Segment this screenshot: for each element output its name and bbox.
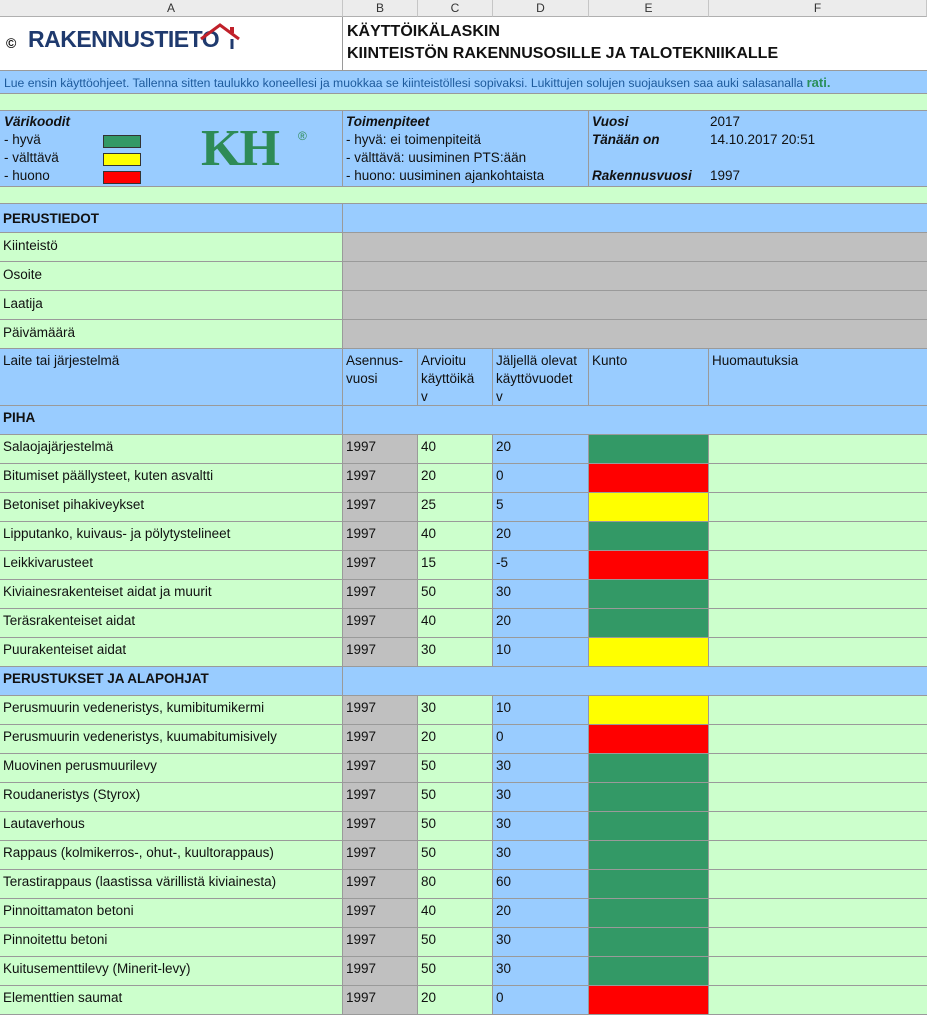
table-row: [0, 928, 927, 957]
header-life-line-3: v: [421, 389, 428, 404]
basic-info-label[interactable]: Osoite: [0, 262, 343, 291]
condition-cell-good[interactable]: [589, 841, 709, 870]
remaining-years-cell[interactable]: -5: [493, 551, 589, 580]
header-estimated-life[interactable]: [418, 349, 493, 406]
table-row: [0, 464, 927, 493]
basic-info-title-fill[interactable]: [343, 204, 927, 233]
notes-cell[interactable]: [709, 522, 927, 551]
install-year-cell[interactable]: 1997: [343, 899, 418, 928]
copyright-symbol: ©: [6, 35, 17, 51]
rakennustieto-logo: RAKENNUSTIETO: [28, 26, 220, 52]
install-year-cell[interactable]: 1997: [343, 957, 418, 986]
section-header-row: [0, 406, 927, 435]
basic-info-label[interactable]: Päivämäärä: [0, 320, 343, 349]
year-value[interactable]: 2017: [710, 114, 741, 129]
header-install-year[interactable]: [343, 349, 418, 406]
notes-cell[interactable]: [709, 957, 927, 986]
legend-poor: [4, 167, 338, 185]
estimated-life-cell[interactable]: 50: [418, 754, 493, 783]
header-remain-line-1: Jäljellä olevat: [496, 353, 578, 368]
estimated-life-cell[interactable]: 20: [418, 464, 493, 493]
section-title[interactable]: PERUSTUKSET JA ALAPOHJAT: [0, 667, 343, 696]
install-year-cell[interactable]: 1997: [343, 754, 418, 783]
estimated-life-cell[interactable]: 50: [418, 928, 493, 957]
remaining-years-cell[interactable]: 30: [493, 812, 589, 841]
basic-info-input[interactable]: [343, 233, 927, 262]
notes-cell[interactable]: [709, 638, 927, 667]
legend-good: [4, 131, 338, 149]
actions-legend[interactable]: [343, 111, 589, 187]
install-year-cell[interactable]: 1997: [343, 696, 418, 725]
condition-cell-poor[interactable]: [589, 725, 709, 754]
estimated-life-cell[interactable]: 40: [418, 435, 493, 464]
condition-cell-good[interactable]: [589, 580, 709, 609]
item-name-cell[interactable]: Pinnoitettu betoni: [0, 928, 343, 957]
build-year-value[interactable]: 1997: [710, 168, 741, 183]
condition-cell-good[interactable]: [589, 870, 709, 899]
instructions-row: [0, 71, 927, 94]
condition-cell-good[interactable]: [589, 435, 709, 464]
table-row: [0, 725, 927, 754]
table-row: [0, 638, 927, 667]
remaining-years-cell[interactable]: 30: [493, 580, 589, 609]
title-line-2: KIINTEISTÖN RAKENNUSOSILLE JA TALOTEKNIIKALLE: [347, 45, 779, 62]
remaining-years-cell[interactable]: 20: [493, 435, 589, 464]
item-name-cell[interactable]: Betoniset pihakiveykset: [0, 493, 343, 522]
notes-cell[interactable]: [709, 464, 927, 493]
condition-cell-good[interactable]: [589, 812, 709, 841]
remaining-years-cell[interactable]: 10: [493, 638, 589, 667]
condition-cell-fair[interactable]: [589, 696, 709, 725]
column-header-e[interactable]: E: [589, 0, 709, 17]
notes-cell[interactable]: [709, 870, 927, 899]
year-info[interactable]: [589, 111, 927, 187]
header-remaining-years[interactable]: [493, 349, 589, 406]
install-year-cell[interactable]: 1997: [343, 870, 418, 899]
item-name-cell[interactable]: Lipputanko, kuivaus- ja pölytystelineet: [0, 522, 343, 551]
notes-cell[interactable]: [709, 725, 927, 754]
estimated-life-cell[interactable]: 20: [418, 986, 493, 1015]
basic-info-row: [0, 262, 927, 291]
basic-info-header-row: [0, 204, 927, 233]
title-cell[interactable]: [343, 17, 927, 71]
remaining-years-cell[interactable]: 30: [493, 754, 589, 783]
item-name-cell[interactable]: Terastirappaus (laastissa värillistä kiviainesta): [0, 870, 343, 899]
item-name-cell[interactable]: Bitumiset päällysteet, kuten asvaltti: [0, 464, 343, 493]
basic-info-row: [0, 291, 927, 320]
estimated-life-cell[interactable]: 40: [418, 522, 493, 551]
item-name-cell[interactable]: Puurakenteiset aidat: [0, 638, 343, 667]
legend-good-swatch: [103, 135, 141, 148]
install-year-cell[interactable]: 1997: [343, 522, 418, 551]
condition-cell-fair[interactable]: [589, 638, 709, 667]
estimated-life-cell[interactable]: 25: [418, 493, 493, 522]
header-condition[interactable]: Kunto: [589, 349, 709, 406]
build-year-label: Rakennusvuosi: [592, 168, 692, 183]
remaining-years-cell[interactable]: 60: [493, 870, 589, 899]
table-row: [0, 696, 927, 725]
table-row: [0, 841, 927, 870]
action-good: - hyvä: ei toimenpiteitä: [346, 132, 482, 147]
estimated-life-cell[interactable]: 30: [418, 638, 493, 667]
actions-title: Toimenpiteet: [346, 114, 430, 129]
header-life-line-1: Arvioitu: [421, 353, 467, 368]
estimated-life-cell[interactable]: 50: [418, 957, 493, 986]
title-line-1: KÄYTTÖIKÄLASKIN: [347, 23, 500, 40]
item-name-cell[interactable]: Kiviainesrakenteiset aidat ja muurit: [0, 580, 343, 609]
table-row: [0, 580, 927, 609]
table-row: [0, 783, 927, 812]
install-year-cell[interactable]: 1997: [343, 928, 418, 957]
table-row: [0, 493, 927, 522]
remaining-years-cell[interactable]: 20: [493, 899, 589, 928]
condition-cell-poor[interactable]: [589, 986, 709, 1015]
legend-poor-label: - huono: [4, 168, 50, 183]
item-name-cell[interactable]: Perusmuurin vedeneristys, kumibitumikermi: [0, 696, 343, 725]
legend-fair-swatch: [103, 153, 141, 166]
remaining-years-cell[interactable]: 30: [493, 928, 589, 957]
install-year-cell[interactable]: 1997: [343, 493, 418, 522]
kh-logo: KH: [201, 120, 278, 177]
action-poor: - huono: uusiminen ajankohtaista: [346, 168, 545, 183]
column-header-d[interactable]: D: [493, 0, 589, 17]
notes-cell[interactable]: [709, 754, 927, 783]
table-row: [0, 551, 927, 580]
basic-info-row: [0, 233, 927, 262]
section-title-fill[interactable]: [343, 406, 927, 435]
install-year-cell[interactable]: 1997: [343, 783, 418, 812]
notes-cell[interactable]: [709, 435, 927, 464]
item-name-cell[interactable]: Kuitusementtilevy (Minerit-levy): [0, 957, 343, 986]
section-title-fill[interactable]: [343, 667, 927, 696]
install-year-cell[interactable]: 1997: [343, 986, 418, 1015]
basic-info-input[interactable]: [343, 291, 927, 320]
password-text: rati.: [806, 75, 831, 90]
header-life-line-2: käyttöikä: [421, 371, 475, 386]
item-name-cell[interactable]: Teräsrakenteiset aidat: [0, 609, 343, 638]
estimated-life-cell[interactable]: 20: [418, 725, 493, 754]
estimated-life-cell[interactable]: 40: [418, 609, 493, 638]
notes-cell[interactable]: [709, 493, 927, 522]
today-label: Tänään on: [592, 132, 660, 147]
condition-cell-good[interactable]: [589, 899, 709, 928]
estimated-life-cell[interactable]: 15: [418, 551, 493, 580]
legend-good-label: - hyvä: [4, 132, 41, 147]
table-row: [0, 986, 927, 1015]
condition-cell-good[interactable]: [589, 783, 709, 812]
legend-fair: [4, 149, 338, 167]
instructions-text: Lue ensin käyttöohjeet. Tallenna sitten taulukko koneellesi ja muokkaa se kiinteistöllesi sopivaksi. Lukittujen solujen suojauksen saa auki salasanalla: [4, 76, 804, 90]
table-row: [0, 812, 927, 841]
basic-info-input[interactable]: [343, 262, 927, 291]
instructions-cell[interactable]: [0, 71, 927, 94]
header-notes[interactable]: Huomautuksia: [709, 349, 927, 406]
item-name-cell[interactable]: Lautaverhous: [0, 812, 343, 841]
install-year-cell[interactable]: 1997: [343, 638, 418, 667]
column-header-c[interactable]: C: [418, 0, 493, 17]
notes-cell[interactable]: [709, 580, 927, 609]
condition-cell-good[interactable]: [589, 928, 709, 957]
header-install-line-2: vuosi: [346, 371, 378, 386]
basic-info-row: [0, 320, 927, 349]
estimated-life-cell[interactable]: 50: [418, 812, 493, 841]
remaining-years-cell[interactable]: 0: [493, 725, 589, 754]
legend-row: [0, 111, 927, 187]
spacer-cell-2[interactable]: [0, 187, 927, 204]
remaining-years-cell[interactable]: 0: [493, 986, 589, 1015]
column-header-b[interactable]: B: [343, 0, 418, 17]
notes-cell[interactable]: [709, 696, 927, 725]
condition-cell-good[interactable]: [589, 754, 709, 783]
condition-cell-good[interactable]: [589, 522, 709, 551]
item-name-cell[interactable]: Salaojajärjestelmä: [0, 435, 343, 464]
column-header-f[interactable]: F: [709, 0, 927, 17]
spacer-row: [0, 94, 927, 111]
today-value[interactable]: 14.10.2017 20:51: [710, 132, 816, 147]
remaining-years-cell[interactable]: 30: [493, 783, 589, 812]
item-name-cell[interactable]: Perusmuurin vedeneristys, kuumabitumisively: [0, 725, 343, 754]
title-row: [0, 17, 927, 71]
color-legend[interactable]: [0, 111, 343, 187]
spacer-row-2: [0, 187, 927, 204]
table-row: [0, 957, 927, 986]
condition-cell-poor[interactable]: [589, 551, 709, 580]
basic-info-title[interactable]: PERUSTIEDOT: [0, 204, 343, 233]
remaining-years-cell[interactable]: 5: [493, 493, 589, 522]
remaining-years-cell[interactable]: 30: [493, 841, 589, 870]
header-remain-line-3: v: [496, 389, 503, 404]
install-year-cell[interactable]: 1997: [343, 551, 418, 580]
condition-cell-poor[interactable]: [589, 464, 709, 493]
item-name-cell[interactable]: Rappaus (kolmikerros-, ohut-, kuultorappaus): [0, 841, 343, 870]
spacer-cell[interactable]: [0, 94, 927, 111]
year-label: Vuosi: [592, 114, 629, 129]
table-row: [0, 754, 927, 783]
table-header-row: [0, 349, 927, 406]
remaining-years-cell[interactable]: 10: [493, 696, 589, 725]
condition-cell-good[interactable]: [589, 957, 709, 986]
table-row: [0, 522, 927, 551]
action-fair: - välttävä: uusiminen PTS:ään: [346, 150, 527, 165]
notes-cell[interactable]: [709, 551, 927, 580]
column-header-row: [0, 0, 927, 17]
remaining-years-cell[interactable]: 20: [493, 522, 589, 551]
house-roof-icon: [198, 21, 242, 51]
remaining-years-cell[interactable]: 0: [493, 464, 589, 493]
notes-cell[interactable]: [709, 841, 927, 870]
table-row: [0, 870, 927, 899]
table-row: [0, 609, 927, 638]
remaining-years-cell[interactable]: 20: [493, 609, 589, 638]
item-name-cell[interactable]: Elementtien saumat: [0, 986, 343, 1015]
remaining-years-cell[interactable]: 30: [493, 957, 589, 986]
item-name-cell[interactable]: Muovinen perusmuurilevy: [0, 754, 343, 783]
install-year-cell[interactable]: 1997: [343, 725, 418, 754]
notes-cell[interactable]: [709, 812, 927, 841]
estimated-life-cell[interactable]: 40: [418, 899, 493, 928]
header-item[interactable]: Laite tai järjestelmä: [0, 349, 343, 406]
condition-cell-fair[interactable]: [589, 493, 709, 522]
basic-info-label[interactable]: Laatija: [0, 291, 343, 320]
legend-poor-swatch: [103, 171, 141, 184]
logo-cell[interactable]: [0, 17, 343, 71]
estimated-life-cell[interactable]: 80: [418, 870, 493, 899]
kh-registered-mark: ®: [298, 129, 307, 143]
basic-info-input[interactable]: [343, 320, 927, 349]
header-remain-line-2: käyttövuodet: [496, 371, 573, 386]
header-install-line-1: Asennus-: [346, 353, 404, 368]
notes-cell[interactable]: [709, 928, 927, 957]
notes-cell[interactable]: [709, 899, 927, 928]
install-year-cell[interactable]: 1997: [343, 812, 418, 841]
notes-cell[interactable]: [709, 609, 927, 638]
estimated-life-cell[interactable]: 50: [418, 783, 493, 812]
install-year-cell[interactable]: 1997: [343, 435, 418, 464]
estimated-life-cell[interactable]: 30: [418, 696, 493, 725]
item-name-cell[interactable]: Pinnoittamaton betoni: [0, 899, 343, 928]
legend-title: Värikoodit: [4, 114, 71, 129]
section-title[interactable]: PIHA: [0, 406, 343, 435]
item-name-cell[interactable]: Roudaneristys (Styrox): [0, 783, 343, 812]
install-year-cell[interactable]: 1997: [343, 464, 418, 493]
column-header-a[interactable]: A: [0, 0, 343, 17]
legend-fair-label: - välttävä: [4, 150, 59, 165]
notes-cell[interactable]: [709, 986, 927, 1015]
estimated-life-cell[interactable]: 50: [418, 841, 493, 870]
table-row: [0, 899, 927, 928]
notes-cell[interactable]: [709, 783, 927, 812]
install-year-cell[interactable]: 1997: [343, 609, 418, 638]
install-year-cell[interactable]: 1997: [343, 580, 418, 609]
estimated-life-cell[interactable]: 50: [418, 580, 493, 609]
install-year-cell[interactable]: 1997: [343, 841, 418, 870]
basic-info-label[interactable]: Kiinteistö: [0, 233, 343, 262]
condition-cell-good[interactable]: [589, 609, 709, 638]
table-row: [0, 435, 927, 464]
section-header-row: [0, 667, 927, 696]
item-name-cell[interactable]: Leikkivarusteet: [0, 551, 343, 580]
